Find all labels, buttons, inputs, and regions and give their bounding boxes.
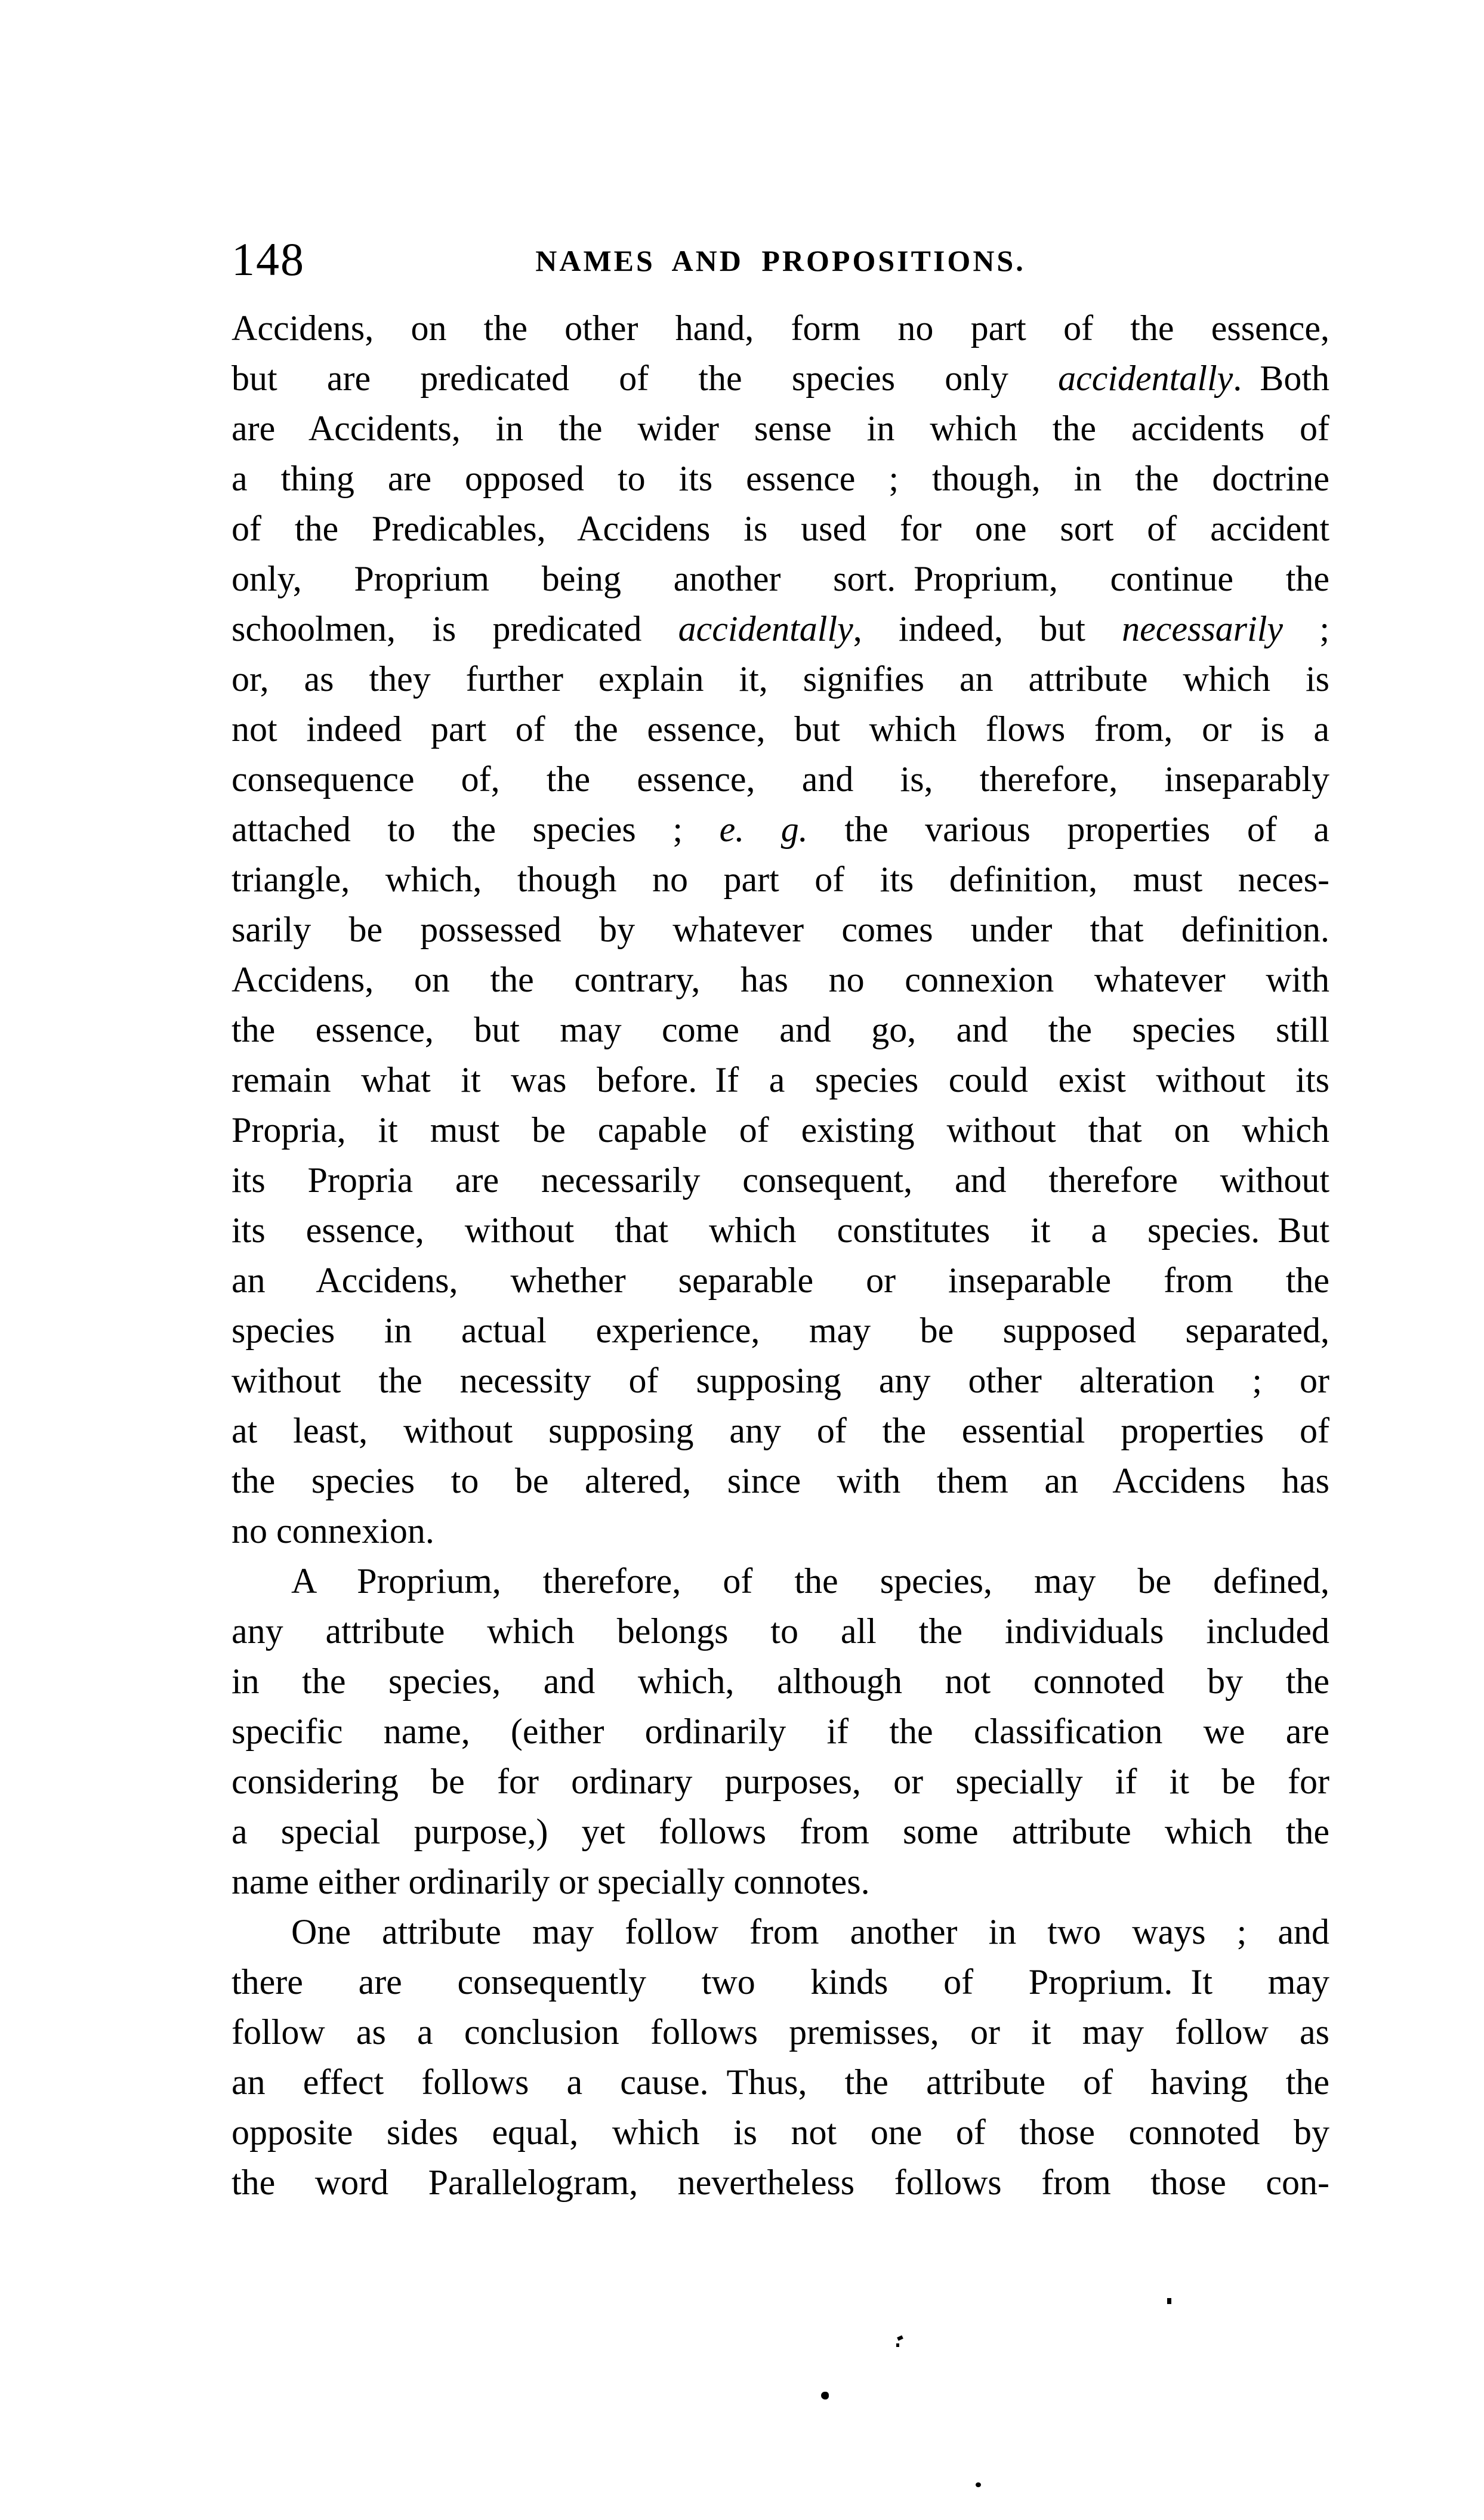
ink-speck (897, 2335, 903, 2340)
text-line: triangle, which, though no part of its definition, must neces- (232, 860, 1329, 899)
text-line: Propria, it must be capable of existing without that on which (232, 1110, 1329, 1150)
text-line: name either ordinarily or specially connotes. (232, 1862, 870, 1901)
text-line: considering be for ordinary purposes, or specially if it be for (232, 1762, 1329, 1801)
text-line: remain what it was before. If a species could exist without its (232, 1060, 1329, 1100)
text-line: specific name, (either ordinarily if the classification we are (232, 1712, 1329, 1751)
text-line: attached to the species ; e. g. the various properties of a (232, 810, 1330, 849)
body-text (232, 303, 1329, 2207)
text-line: the essence, but may come and go, and the species still (232, 1010, 1329, 1049)
text-line: there are consequently two kinds of Proprium. It may (232, 1962, 1329, 2002)
text-line: follow as a conclusion follows premisses, or it may follow as (232, 2012, 1329, 2052)
text-line: only, Proprium being another sort. Proprium, continue the (232, 559, 1329, 598)
text-line: A Proprium, therefore, of the species, may be defined, (291, 1561, 1329, 1601)
text-line: are Accidents, in the wider sense in which the accidents of (232, 409, 1329, 448)
text-line: Accidens, on the other hand, form no part of the essence, (232, 308, 1329, 348)
paragraph (232, 1556, 1329, 1907)
text-line: opposite sides equal, which is not one of those connoted by (232, 2113, 1329, 2152)
text-line: or, as they further explain it, signifies an attribute which is (232, 659, 1329, 699)
text-line: but are predicated of the species only accidentally. Both (232, 359, 1329, 398)
text-line: Accidens, on the contrary, has no connexion whatever with (232, 960, 1329, 999)
text-line: consequence of, the essence, and is, therefore, inseparably (232, 759, 1329, 799)
text-line: of the Predicables, Accidens is used for one sort of accident (232, 509, 1329, 548)
ink-speck (976, 2482, 981, 2487)
page-number: 148 (232, 233, 305, 285)
paragraph (232, 303, 1329, 1556)
ink-speck (821, 2392, 829, 2399)
text-line: an Accidens, whether separable or inseparable from the (232, 1261, 1329, 1300)
text-line: in the species, and which, although not connoted by the (232, 1662, 1329, 1701)
text-line: any attribute which belongs to all the individuals included (232, 1611, 1329, 1651)
running-header: NAMES AND PROPOSITIONS. (535, 244, 1026, 277)
text-line: a thing are opposed to its essence ; though, in the doctrine (232, 459, 1329, 498)
text-line: its Propria are necessarily consequent, and therefore without (232, 1160, 1329, 1200)
text-line: sarily be possessed by whatever comes under that definition. (232, 910, 1329, 949)
text-line: a special purpose,) yet follows from some attribute which the (232, 1812, 1329, 1851)
ink-speck (896, 2343, 899, 2347)
text-line: not indeed part of the essence, but which flows from, or is a (232, 709, 1329, 749)
text-line: schoolmen, is predicated accidentally, indeed, but necessarily ; (232, 609, 1329, 648)
text-line: the species to be altered, since with them an Accidens has (232, 1461, 1329, 1500)
text-line: at least, without supposing any of the essential properties of (232, 1411, 1329, 1450)
text-line: an effect follows a cause. Thus, the attribute of having the (232, 2062, 1329, 2102)
text-line: no connexion. (232, 1511, 434, 1551)
ink-speck (1167, 2298, 1171, 2304)
text-line: species in actual experience, may be supposed separated, (232, 1311, 1329, 1350)
text-line: the word Parallelogram, nevertheless follows from those con- (232, 2163, 1329, 2202)
text-line: its essence, without that which constitutes it a species. But (232, 1210, 1329, 1250)
text-line: without the necessity of supposing any other alteration ; or (232, 1361, 1329, 1400)
paragraph (232, 1907, 1329, 2207)
text-line: One attribute may follow from another in two ways ; and (291, 1912, 1329, 1951)
